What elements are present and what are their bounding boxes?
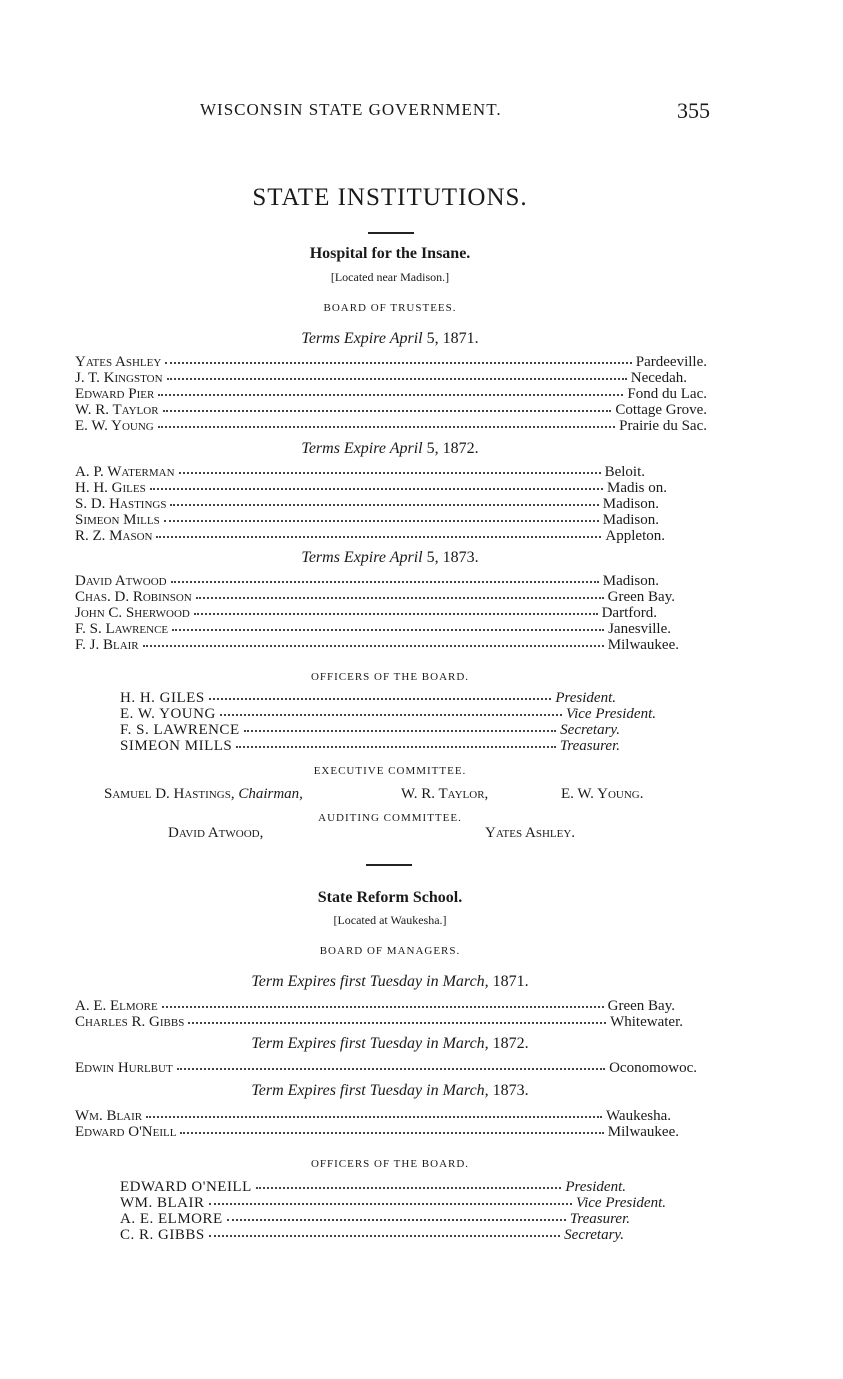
list-item xyxy=(75,418,707,434)
officer-title: Secretary. xyxy=(560,722,620,738)
officer-name: C. R. GIBBS xyxy=(120,1227,205,1243)
member-place: Dartford. xyxy=(601,605,657,621)
executive-committee-heading: EXECUTIVE COMMITTEE. xyxy=(313,765,467,777)
term-heading xyxy=(0,973,780,991)
term-label: Terms Expire April xyxy=(301,549,427,566)
member-place: Madison. xyxy=(602,496,659,512)
term-label: Term Expires first Tuesday in March, xyxy=(251,1082,493,1099)
officer-name: E. W. YOUNG xyxy=(120,706,216,722)
officers-heading: OFFICERS OF THE BOARD. xyxy=(310,671,470,683)
page-title: STATE INSTITUTIONS. xyxy=(252,184,528,211)
dot-leader xyxy=(143,635,604,647)
member-place: Prairie du Sac. xyxy=(619,418,707,434)
dot-leader xyxy=(156,526,601,538)
divider-rule xyxy=(368,232,414,234)
dot-leader xyxy=(162,996,604,1008)
member-place: Madison. xyxy=(602,512,659,528)
dot-leader xyxy=(177,1058,605,1070)
section-title-hospital: Hospital for the Insane. xyxy=(309,245,471,262)
member-place: Beloit. xyxy=(604,464,645,480)
member-place: Madis on. xyxy=(607,480,667,496)
auditing-committee-heading: AUDITING COMMITTEE. xyxy=(318,812,462,824)
member-place: Green Bay. xyxy=(607,998,675,1014)
dot-leader xyxy=(170,494,598,506)
term-heading xyxy=(0,549,780,567)
dot-leader xyxy=(188,1012,606,1024)
officer-title: President. xyxy=(565,1179,626,1195)
term-heading xyxy=(0,440,780,458)
list-item xyxy=(120,738,620,754)
dot-leader xyxy=(158,384,623,396)
executive-chair xyxy=(104,786,303,803)
list-item xyxy=(75,1060,697,1076)
dot-leader xyxy=(163,400,612,412)
officer-title: President. xyxy=(555,690,616,706)
officer-name: SIMEON MILLS xyxy=(120,738,233,754)
dot-leader xyxy=(209,1193,573,1205)
dot-leader xyxy=(167,368,627,380)
member-place: Appleton. xyxy=(605,528,665,544)
member-place: Necedah. xyxy=(630,370,687,386)
member-place: Waukesha. xyxy=(605,1108,671,1124)
officer-title: Secretary. xyxy=(564,1227,624,1243)
member-name: E. W. Young xyxy=(75,418,154,434)
term-label: Terms Expire April xyxy=(301,440,427,457)
member-name: R. Z. Mason xyxy=(75,528,153,544)
dot-leader xyxy=(146,1106,602,1118)
officer-title: Treasurer. xyxy=(569,1211,630,1227)
term-heading xyxy=(0,330,780,348)
member-name: S. D. Hastings xyxy=(75,496,167,512)
member-name: Charles R. Gibbs xyxy=(75,1014,185,1030)
term-date: 5, 1871. xyxy=(426,330,479,347)
list-item xyxy=(75,1014,683,1030)
dot-leader xyxy=(180,1122,603,1134)
member-name: David Atwood xyxy=(75,573,167,589)
officer-title: Vice President. xyxy=(566,706,656,722)
officers-heading: OFFICERS OF THE BOARD. xyxy=(310,1158,470,1170)
dot-leader xyxy=(164,510,599,522)
member-name: A. E. Elmore xyxy=(75,998,158,1014)
committee-member: E. W. Young. xyxy=(561,786,644,802)
dot-leader xyxy=(209,1225,560,1237)
member-name: J. T. Kingston xyxy=(75,370,163,386)
member-name: Edward Pier xyxy=(75,386,155,402)
member-place: Fond du Lac. xyxy=(627,386,707,402)
list-item xyxy=(75,528,665,544)
list-item xyxy=(120,1227,624,1243)
term-label: Terms Expire April xyxy=(301,330,427,347)
term-date: 1871. xyxy=(492,973,529,990)
running-title: WISCONSIN STATE GOVERNMENT. xyxy=(200,100,502,119)
member-place: Janesville. xyxy=(608,621,671,637)
officer-title: Treasurer. xyxy=(559,738,620,754)
member-name: Edwin Hurlbut xyxy=(75,1060,173,1076)
member-name: Chas. D. Robinson xyxy=(75,589,192,605)
term-heading xyxy=(0,1082,780,1100)
officer-name: H. H. GILES xyxy=(120,690,205,706)
officer-name: A. E. ELMORE xyxy=(120,1211,223,1227)
member-place: Milwaukee. xyxy=(607,637,679,653)
dot-leader xyxy=(256,1177,562,1189)
dot-leader xyxy=(165,352,631,364)
term-date: 5, 1872. xyxy=(426,440,479,457)
member-place: Oconomowoc. xyxy=(609,1060,697,1076)
member-name: John C. Sherwood xyxy=(75,605,190,621)
dot-leader xyxy=(244,720,557,732)
officer-name: EDWARD O'NEILL xyxy=(120,1179,252,1195)
dot-leader xyxy=(171,571,599,583)
member-name: W. R. Taylor xyxy=(75,402,159,418)
member-name: F. S. Lawrence xyxy=(75,621,169,637)
term-heading xyxy=(0,1035,780,1053)
member-place: Whitewater. xyxy=(610,1014,683,1030)
committee-role: Chairman, xyxy=(238,786,303,802)
page-number: 355 xyxy=(677,98,710,123)
member-place: Pardeeville. xyxy=(635,354,707,370)
member-name: Wm. Blair xyxy=(75,1108,143,1124)
dot-leader xyxy=(236,736,556,748)
location-reform-school: [Located at Waukesha.] xyxy=(333,913,447,927)
member-place: Green Bay. xyxy=(607,589,675,605)
list-item xyxy=(75,637,679,653)
dot-leader xyxy=(220,704,562,716)
member-name: H. H. Giles xyxy=(75,480,146,496)
officer-name: F. S. LAWRENCE xyxy=(120,722,240,738)
location-hospital: [Located near Madison.] xyxy=(330,270,450,284)
dot-leader xyxy=(150,478,603,490)
section-title-reform-school: State Reform School. xyxy=(317,889,463,906)
term-label: Term Expires first Tuesday in March, xyxy=(251,973,493,990)
committee-member: W. R. Taylor, xyxy=(401,786,489,802)
term-label: Term Expires first Tuesday in March, xyxy=(251,1035,493,1052)
member-place: Madison. xyxy=(602,573,659,589)
list-item xyxy=(75,1124,679,1140)
term-date: 5, 1873. xyxy=(426,549,479,566)
board-heading-managers: BOARD OF MANAGERS. xyxy=(319,945,461,957)
officer-name: WM. BLAIR xyxy=(120,1195,205,1211)
dot-leader xyxy=(196,587,604,599)
member-name: Edward O'Neill xyxy=(75,1124,177,1140)
term-date: 1873. xyxy=(492,1082,529,1099)
dot-leader xyxy=(194,603,598,615)
member-name: A. P. Waterman xyxy=(75,464,175,480)
running-head xyxy=(200,98,710,124)
dot-leader xyxy=(158,416,615,428)
term-date: 1872. xyxy=(492,1035,529,1052)
dot-leader xyxy=(179,462,601,474)
member-name: Yates Ashley xyxy=(75,354,162,370)
committee-member: David Atwood, xyxy=(168,825,264,841)
member-name: F. J. Blair xyxy=(75,637,139,653)
dot-leader xyxy=(227,1209,566,1221)
committee-member: Samuel D. Hastings, xyxy=(104,786,235,802)
board-heading-trustees: BOARD OF TRUSTEES. xyxy=(323,302,457,314)
dot-leader xyxy=(172,619,604,631)
member-name: Simeon Mills xyxy=(75,512,160,528)
member-place: Milwaukee. xyxy=(607,1124,679,1140)
divider-rule xyxy=(366,864,412,866)
officer-title: Vice President. xyxy=(576,1195,666,1211)
member-place: Cottage Grove. xyxy=(615,402,707,418)
committee-member: Yates Ashley. xyxy=(485,825,576,841)
dot-leader xyxy=(209,688,552,700)
